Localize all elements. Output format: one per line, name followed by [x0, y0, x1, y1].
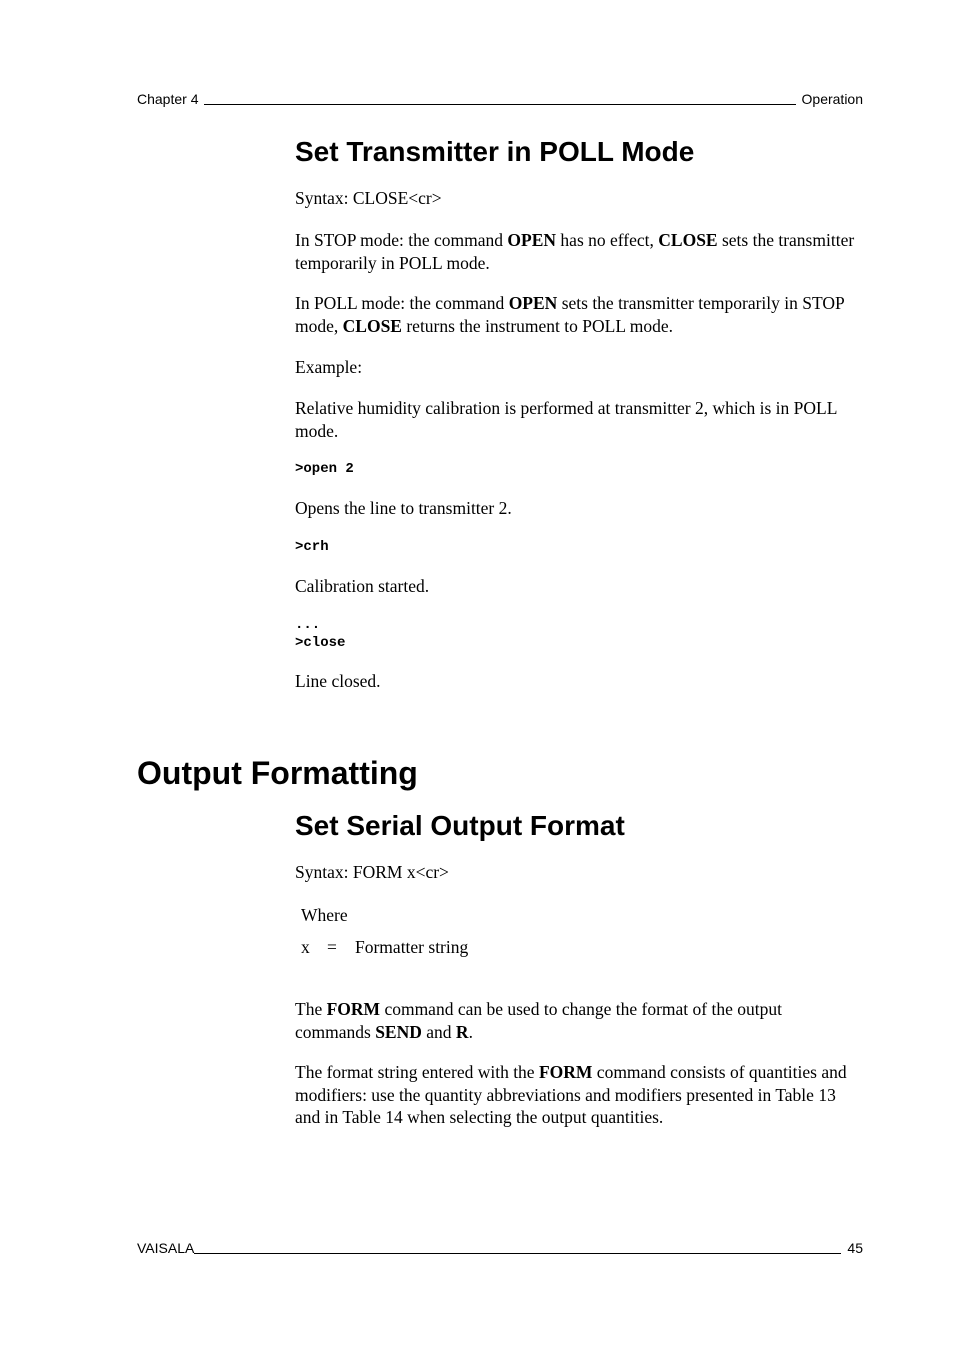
format-string-paragraph: The format string entered with the FORM command consists of quantities and modifiers: use the quantity abbreviations and modifiers presented in Table 13 and in Table 14 when selecting the output quantities.: [295, 1062, 847, 1127]
definition-text: Formatter string: [355, 936, 469, 957]
code-close: >close: [295, 635, 346, 651]
page-header: [137, 90, 863, 108]
example-description: Relative humidity calibration is performed at transmitter 2, which is in POLL mode.: [295, 398, 837, 441]
syntax-form: Syntax: FORM x<cr>: [295, 862, 449, 882]
header-chapter: Chapter 4: [137, 91, 199, 107]
header-section: Operation: [801, 91, 863, 107]
section-title-poll-mode: Set Transmitter in POLL Mode: [295, 136, 695, 167]
header-rule: [204, 103, 795, 105]
page-footer: [137, 1239, 863, 1257]
footer-rule: [194, 1252, 841, 1254]
syntax-close: Syntax: CLOSE<cr>: [295, 188, 442, 208]
code-open-description: Opens the line to transmitter 2.: [295, 498, 512, 518]
code-open: >open 2: [295, 461, 354, 477]
definition-symbol: x: [301, 936, 310, 957]
code-crh: >crh: [295, 539, 329, 555]
where-label: Where: [301, 905, 348, 925]
poll-mode-paragraph: In POLL mode: the command OPEN sets the transmitter temporarily in STOP mode, CLOSE returns the instrument to POLL mode.: [295, 293, 845, 336]
section-title-serial-output: Set Serial Output Format: [295, 810, 625, 841]
code-crh-description: Calibration started.: [295, 576, 430, 596]
definition-equals: =: [327, 936, 337, 957]
code-close-description: Line closed.: [295, 671, 381, 691]
code-ellipsis: ...: [295, 617, 321, 633]
example-label: Example:: [295, 357, 363, 377]
form-command-paragraph: The FORM command can be used to change the format of the output commands SEND and R.: [295, 999, 782, 1042]
stop-mode-paragraph: In STOP mode: the command OPEN has no effect, CLOSE sets the transmitter temporarily in POLL mode.: [295, 230, 855, 273]
footer-company: VAISALA: [137, 1240, 195, 1256]
chapter-heading: Output Formatting: [137, 755, 418, 791]
definition-table: [295, 904, 468, 958]
definition-row: [295, 936, 468, 959]
page-number: 45: [847, 1240, 863, 1256]
